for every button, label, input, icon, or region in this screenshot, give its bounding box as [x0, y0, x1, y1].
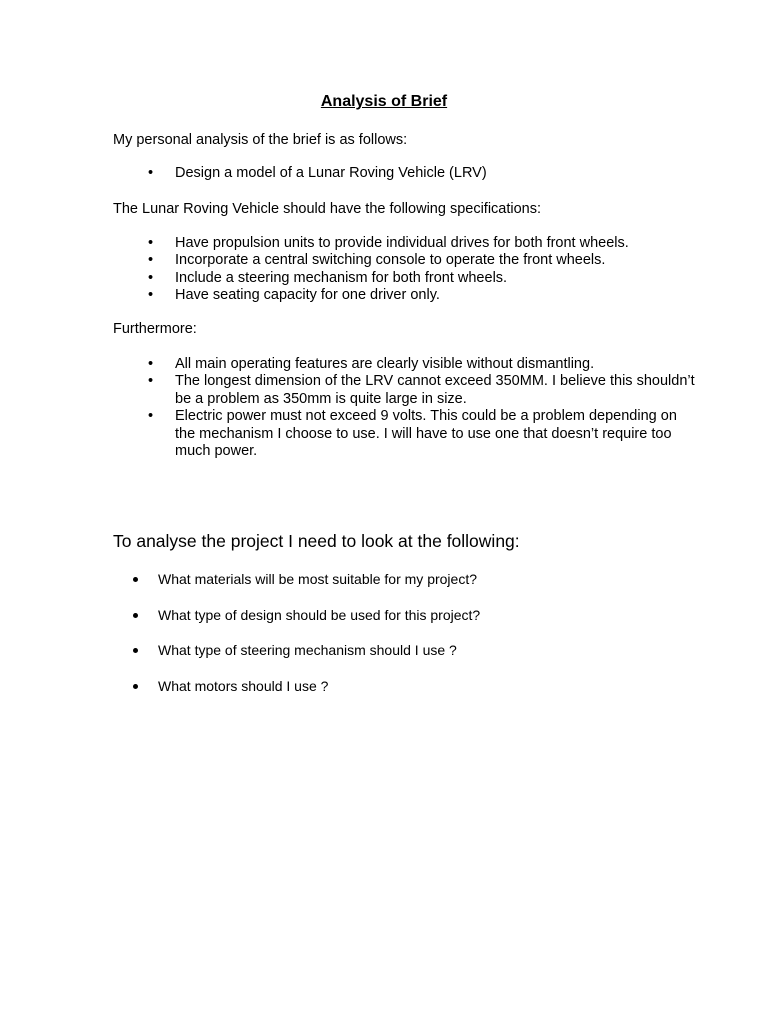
list-item [133, 570, 480, 588]
list-item [148, 235, 695, 252]
list-item [148, 356, 695, 373]
list-item-text: Design a model of a Lunar Roving Vehicle (LRV) [175, 165, 487, 181]
list-item-text: All main operating features are clearly visible without dismantling. [175, 356, 595, 372]
question-text: What materials will be most suitable for my project? [158, 571, 477, 587]
spec-list [148, 235, 695, 305]
bullet-icon: • [148, 373, 154, 390]
bullet-icon: • [148, 287, 154, 304]
list-item-text: Electric power must not exceed 9 volts. This could be a problem depending on the mechanism I choose to use. I will have to use one that doesn’t require too much power. [175, 408, 677, 460]
list-item-text: Have seating capacity for one driver only. [175, 287, 440, 304]
list-item-text: The longest dimension of the LRV cannot exceed 350MM. I believe this shouldn’t be a problem as 350mm is quite large in size. [175, 373, 695, 407]
bullet-icon: • [148, 252, 154, 269]
page-title: Analysis of Brief [320, 93, 448, 110]
bullet-dot-icon [133, 648, 138, 653]
list-item-text: Incorporate a central switching console to operate the front wheels. [175, 252, 606, 269]
bullet-icon: • [148, 165, 154, 181]
bullet-icon: • [148, 269, 154, 286]
list-item [133, 641, 480, 659]
list-item [148, 408, 695, 460]
further-list [148, 356, 695, 460]
brief-list [148, 165, 695, 182]
analyse-heading: To analyse the project I need to look at the following: [113, 531, 520, 551]
list-item [148, 373, 695, 408]
bullet-dot-icon [133, 577, 138, 582]
bullet-icon: • [148, 356, 154, 372]
bullet-dot-icon [133, 684, 138, 689]
list-item-text: Include a steering mechanism for both front wheels. [175, 269, 508, 286]
bullet-icon: • [148, 235, 154, 251]
list-item [148, 287, 695, 304]
bullet-icon: • [148, 408, 154, 425]
intro-paragraph: My personal analysis of the brief is as follows: [113, 132, 408, 148]
list-item-text: Have propulsion units to provide individual drives for both front wheels. [175, 235, 629, 251]
list-item [133, 606, 480, 624]
question-text: What type of steering mechanism should I use ? [158, 642, 457, 658]
list-item [148, 252, 695, 269]
question-text: What type of design should be used for this project? [158, 606, 481, 623]
furthermore-label: Furthermore: [113, 321, 197, 337]
list-item [148, 270, 695, 287]
list-item [148, 165, 695, 182]
bullet-dot-icon [133, 613, 138, 618]
question-text: What motors should I use ? [158, 677, 329, 694]
spec-intro-paragraph: The Lunar Roving Vehicle should have the following specifications: [113, 201, 542, 217]
list-item [133, 677, 480, 695]
questions-list [133, 570, 480, 712]
